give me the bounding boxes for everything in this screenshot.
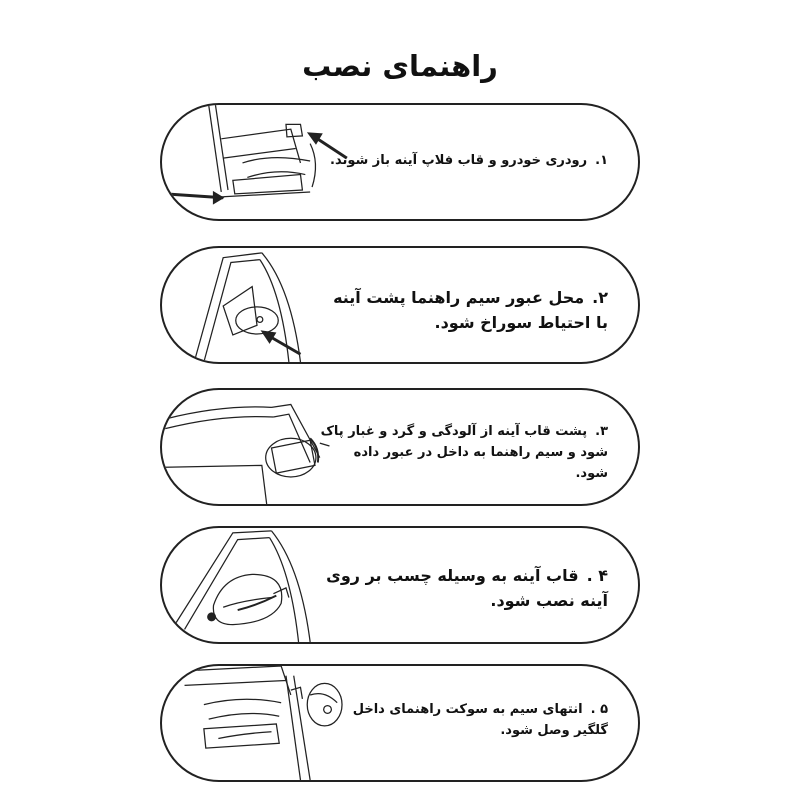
step-3-card <box>160 388 640 506</box>
step-3-description: پشت قاب آینه از آلودگی و گرد و غبار پاک شود و سیم راهنما به داخل در عبور داده شود. <box>320 424 608 481</box>
step-2-text <box>318 286 608 336</box>
step-1-number: ۱. <box>595 153 608 168</box>
step-4-text <box>318 564 608 614</box>
step-5-number: ۵ . <box>590 702 608 717</box>
step-5-text <box>318 700 608 742</box>
step-2-card <box>160 246 640 364</box>
step-4-card <box>160 526 640 644</box>
step-2-number: ۲. <box>592 288 608 307</box>
page-title: راهنمای نصب <box>302 49 498 84</box>
step-2-description: محل عبور سیم راهنما پشت آینه با احتیاط سوراخ شود. <box>333 288 608 332</box>
step-3-text <box>318 422 608 484</box>
step-4-description: قاب آینه به وسیله چسب بر روی آینه نصب شود. <box>326 566 608 610</box>
step-1-text <box>318 151 608 172</box>
step-3-number: ۳. <box>595 424 608 439</box>
step-1-description: رودری خودرو و قاب فلاپ آینه باز شوند. <box>330 153 588 168</box>
step-1-card <box>160 103 640 221</box>
step-5-description: انتهای سیم به سوکت راهنمای داخل گلگیر وصل شود. <box>352 702 608 738</box>
step-5-card <box>160 664 640 782</box>
step-4-number: ۴ . <box>586 566 608 585</box>
